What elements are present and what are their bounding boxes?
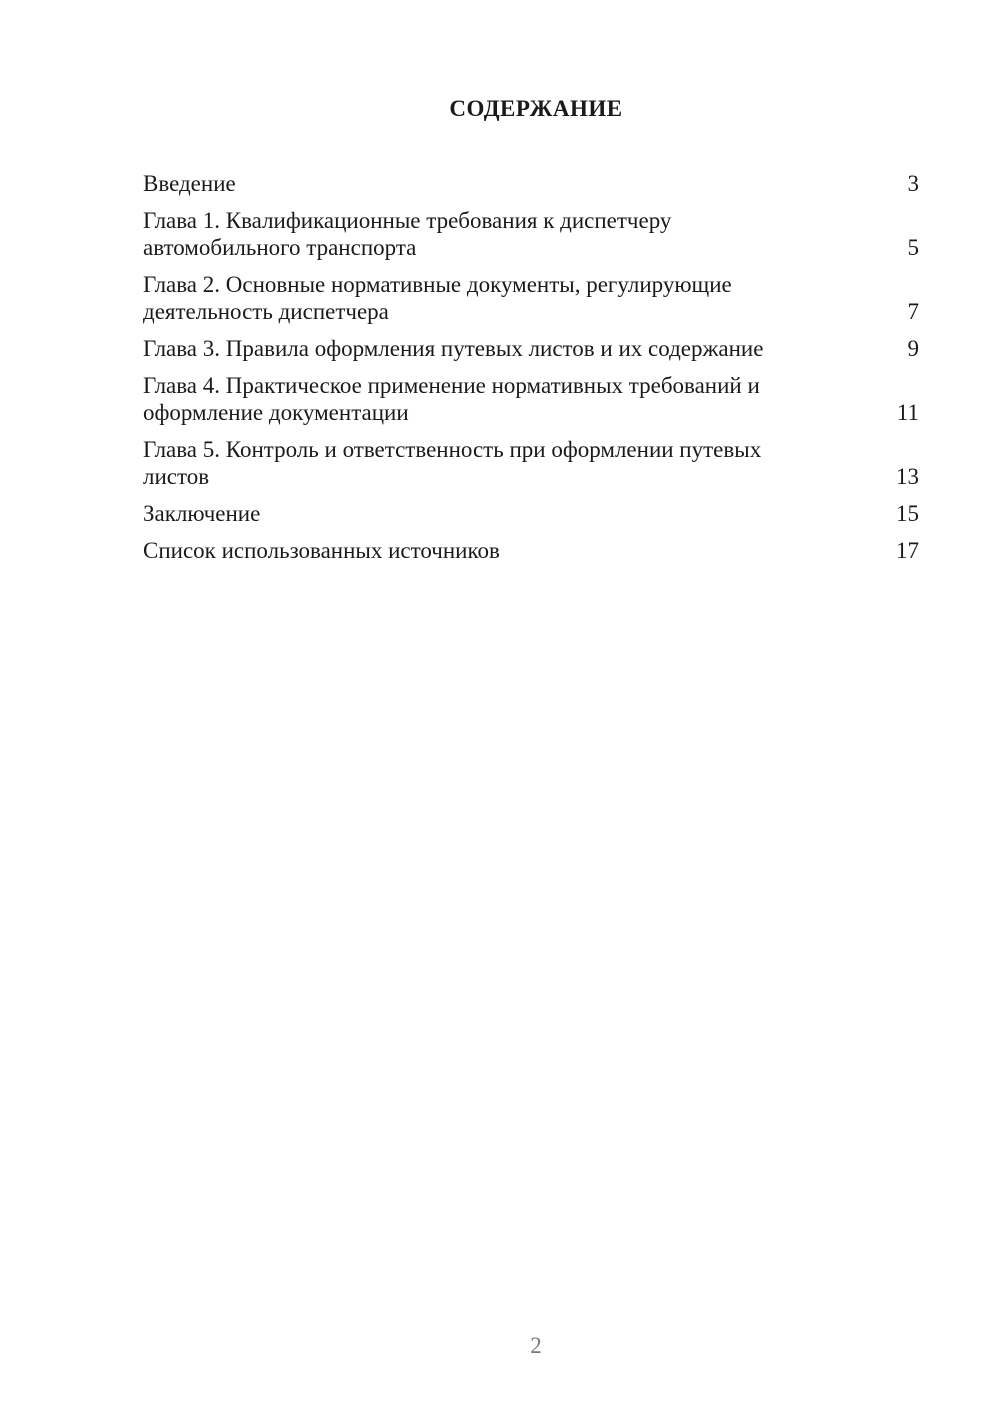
toc-entry-line: Заключение (143, 501, 261, 526)
toc-entry-chapter-1 (143, 207, 919, 261)
toc-entry-chapter-3 (143, 335, 919, 362)
toc-entry-page-number: 9 (907, 336, 919, 361)
toc-entry-text (143, 207, 833, 261)
toc-entry-chapter-5 (143, 436, 919, 490)
toc-entry-line: Введение (143, 171, 236, 196)
toc-entry-page-number: 3 (907, 171, 919, 196)
toc-title: СОДЕРЖАНИЕ (449, 96, 623, 121)
toc-entry-text (143, 372, 833, 426)
toc-entry-text (143, 537, 833, 564)
toc-entry-text (143, 170, 833, 197)
toc-entry-line: деятельность диспетчера (143, 299, 389, 324)
toc-entry-text (143, 271, 833, 325)
toc-entry-chapter-4 (143, 372, 919, 426)
toc-entry-line: Глава 3. Правила оформления путевых листов и их содержание (143, 336, 764, 361)
toc-entry-text (143, 335, 833, 362)
toc-entry-line: Глава 4. Практическое применение нормативных требований и (143, 373, 760, 398)
toc-entry-line: Глава 1. Квалификационные требования к диспетчеру (143, 208, 672, 233)
toc-entry-line: Глава 5. Контроль и ответственность при оформлении путевых (143, 437, 762, 462)
toc-entry-references (143, 537, 919, 564)
toc-entry-page-number: 15 (896, 501, 919, 526)
toc-entry-page-number: 17 (896, 538, 919, 563)
toc-entry-line: автомобильного транспорта (143, 235, 417, 260)
toc-entry-introduction (143, 170, 919, 197)
toc-entry-line: Глава 2. Основные нормативные документы, регулирующие (143, 272, 732, 297)
toc-entry-line: листов (143, 464, 210, 489)
toc-entry-conclusion (143, 500, 919, 527)
toc-entry-text (143, 500, 833, 527)
page-number: 2 (530, 1333, 542, 1358)
toc-entry-page-number: 13 (896, 464, 919, 489)
toc-entry-page-number: 5 (907, 235, 919, 260)
toc-entry-page-number: 11 (896, 400, 919, 425)
toc-entry-text (143, 436, 833, 490)
toc-entry-page-number: 7 (907, 299, 919, 324)
toc-entry-line: оформление документации (143, 400, 409, 425)
toc-entry-chapter-2 (143, 271, 919, 325)
toc-entry-line: Список использованных источников (143, 538, 500, 563)
toc-list (143, 170, 919, 574)
